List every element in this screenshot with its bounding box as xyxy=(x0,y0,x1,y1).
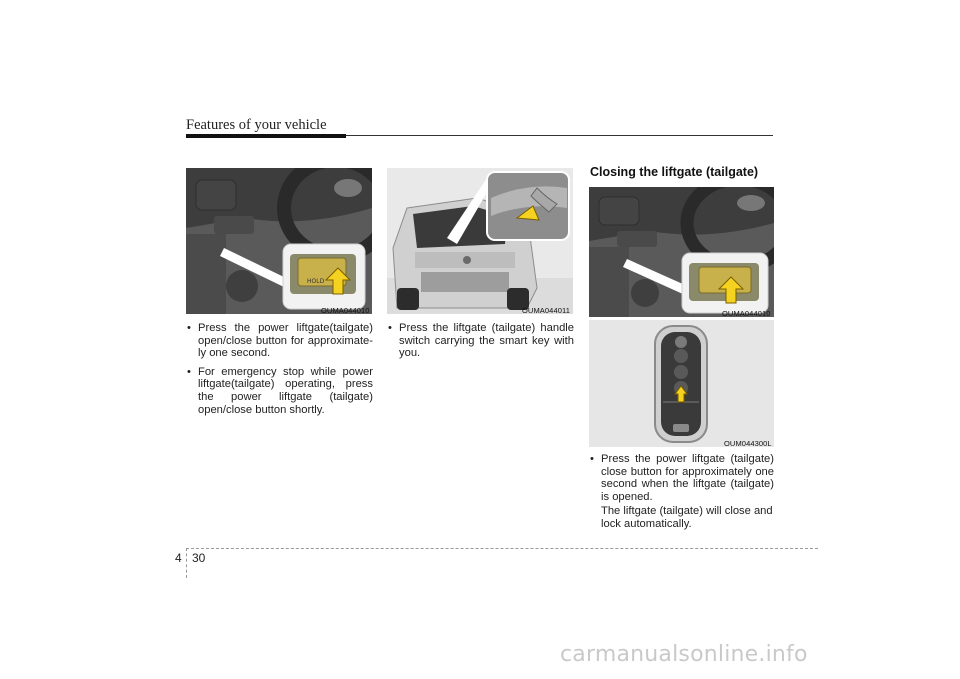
figure-code: OUMA044010 xyxy=(321,306,370,315)
list-item: • For emergency stop while power liftgate(tailgate) operating, press the power liftgate (tailgate) open/close button shortly. xyxy=(186,366,373,416)
figure-code: OUM044300L xyxy=(724,439,772,448)
hold-label: HOLD xyxy=(307,278,325,285)
watermark: carmanualsonline.info xyxy=(560,642,808,667)
col2-bullet-list xyxy=(387,322,574,366)
figure-code: OUMA044011 xyxy=(522,306,570,315)
header-rule xyxy=(346,135,773,136)
figure-smart-key xyxy=(589,320,774,447)
figure-rear-vehicle xyxy=(387,168,573,314)
col3-bullet-list xyxy=(589,453,774,509)
col1-bullet-list xyxy=(186,322,373,422)
list-item: • Press the power liftgate (tailgate) close button for approximately one second when the liftgate (tailgate) is opened. xyxy=(589,453,774,503)
page-number: 30 xyxy=(192,551,206,565)
chapter-number: 4 xyxy=(175,551,182,565)
figure-code: OUMA044010 xyxy=(722,309,771,318)
list-item: • Press the power liftgate(tailgate) open/close button for approximate-ly one second. xyxy=(186,322,373,360)
footer-divider xyxy=(186,548,187,578)
note-paragraph: The liftgate (tailgate) will close and lock automatically. xyxy=(601,505,773,530)
figure-dashboard-button xyxy=(589,187,774,317)
list-item: • Press the liftgate (tailgate) handle switch carrying the smart key with you. xyxy=(387,322,574,360)
figure-dashboard-button xyxy=(186,168,372,314)
section-header-title: Features of your vehicle xyxy=(186,117,327,133)
footer-rule xyxy=(186,548,818,549)
section-heading: Closing the liftgate (tailgate) xyxy=(590,165,759,179)
header-bar xyxy=(186,134,346,138)
